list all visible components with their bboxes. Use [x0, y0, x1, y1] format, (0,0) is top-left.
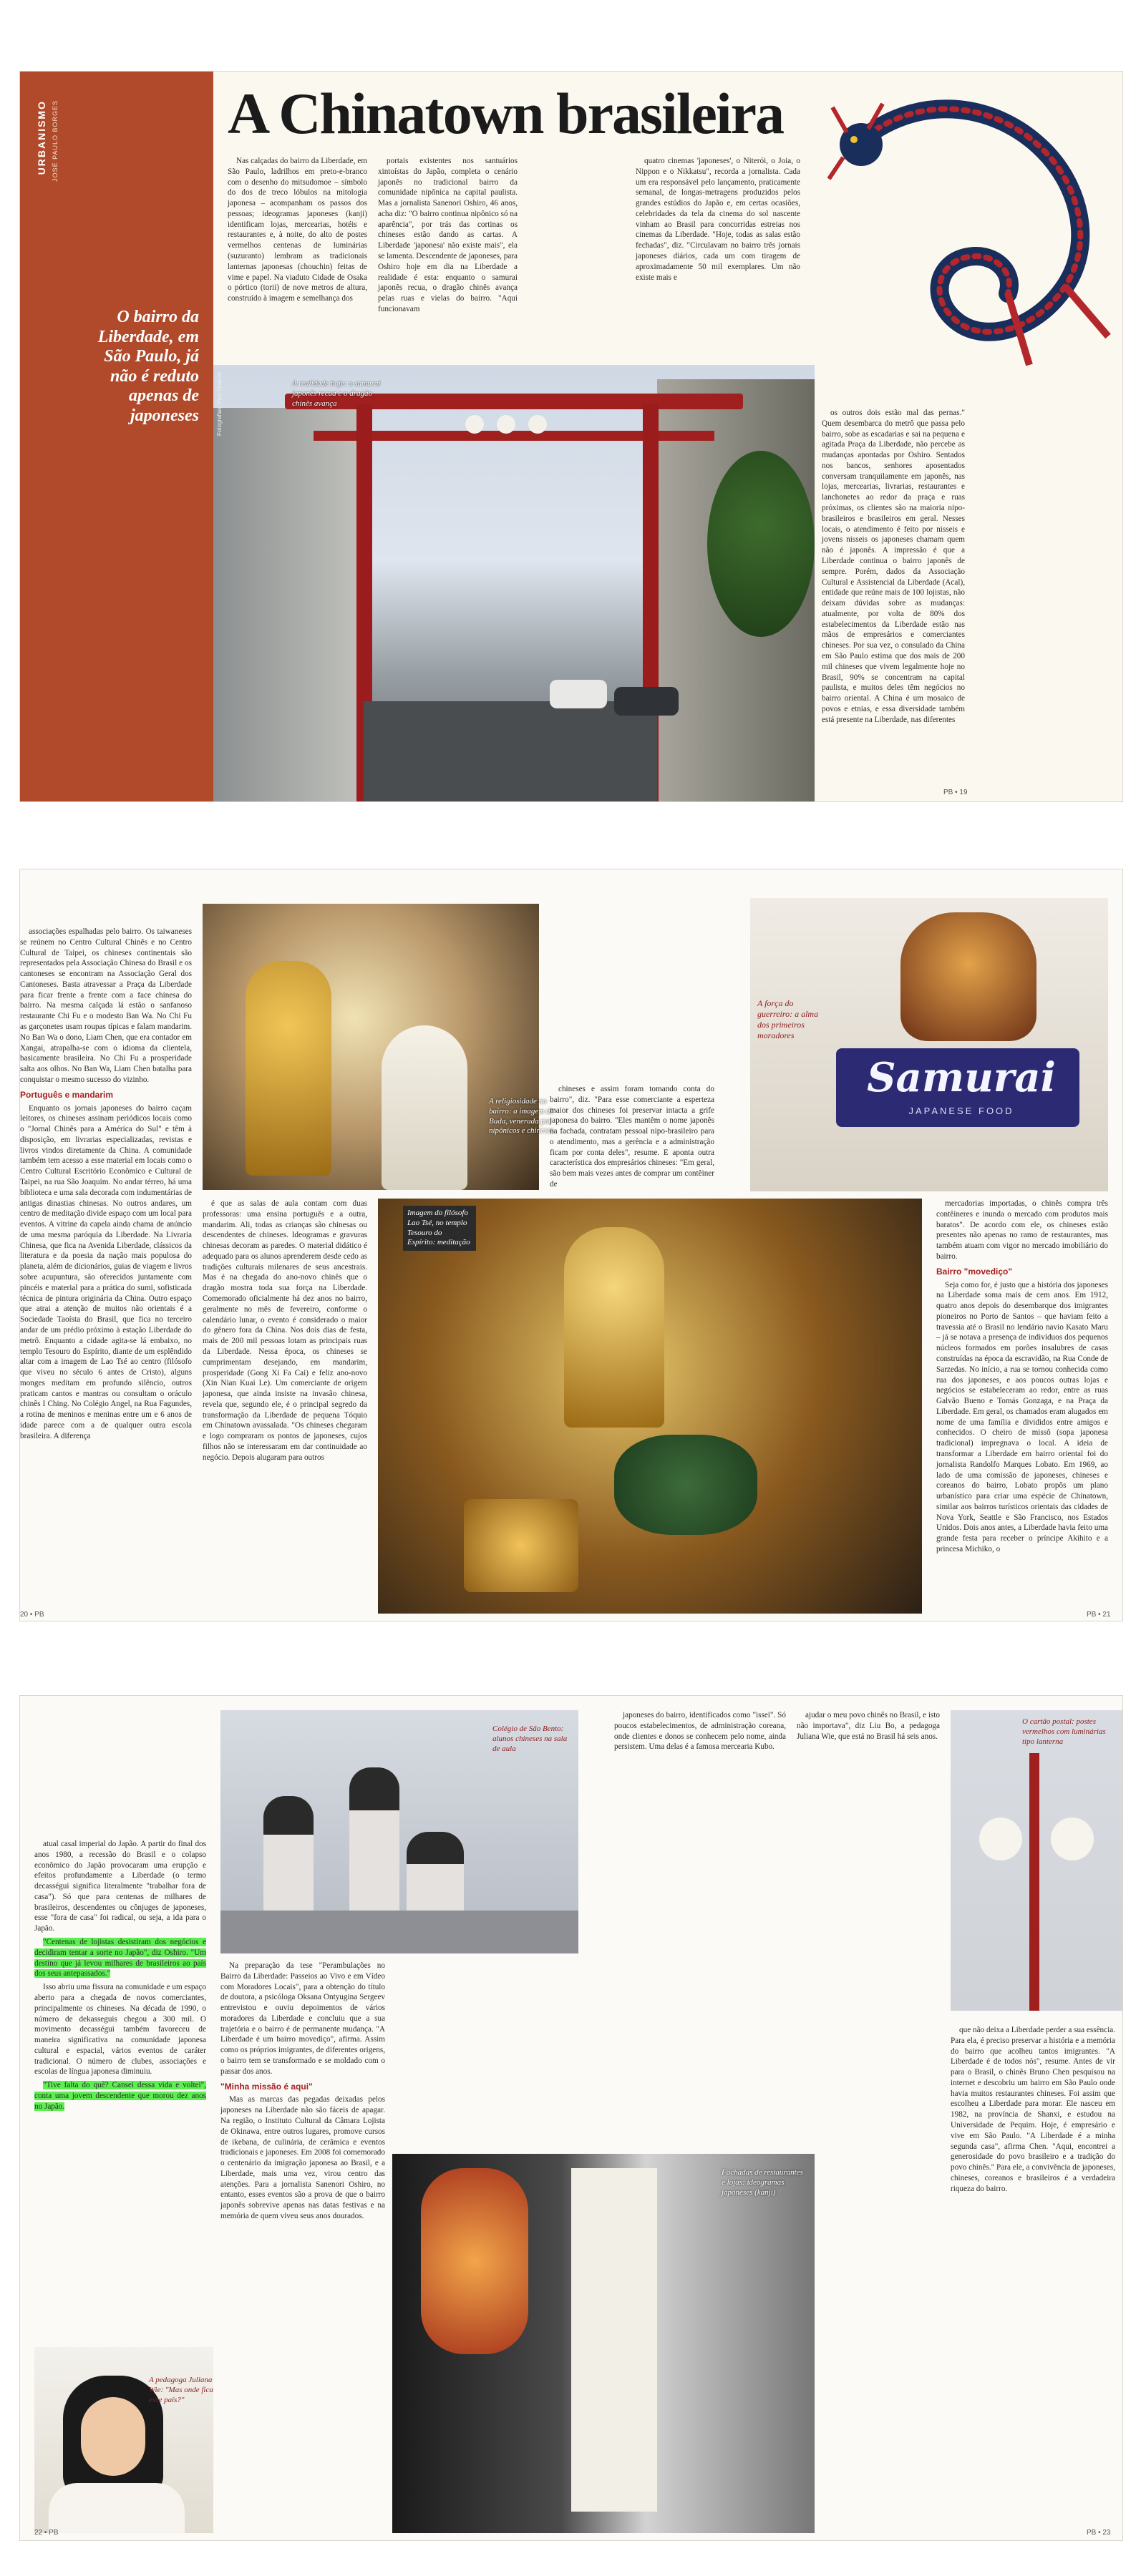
samurai-sign-sub: JAPANESE FOOD: [908, 1106, 1014, 1116]
caption-samurai: A força do guerreiro: a alma dos primeiros moradores: [757, 998, 819, 1040]
juliana-photo: [34, 2347, 213, 2533]
author-label: JOSÉ PAULO BORGES: [52, 100, 59, 182]
photo-caption: A realidade hoje: o samurai japonês recua e o dragão chinês avança: [292, 379, 381, 408]
incense-pot: [464, 1499, 578, 1592]
altar-statue: [564, 1227, 664, 1428]
car-white: [550, 680, 607, 708]
portrait-face: [81, 2397, 145, 2476]
caption-facade: Fachadas de restaurantes e lojas: ideogramas japoneses (kanji): [722, 2168, 803, 2197]
caption-juliana: A pedagoga Juliana Wie: "Mas onde fica esse país?": [149, 2376, 213, 2404]
body-col-2: portais existentes nos santuários xintoístas do Japão, completa o cenário japonês no tradicional bairro da comunidade nipônica na capital paulista. Mas a jornalista Sanenori Oshiro, 46 anos, acha diz: "O bairro continua nipônico só na aparência", por trás das cortinas os chineses estão dando as cartas. A Liberdade 'japonesa' não existe mais", ela se lamenta. Descendente de japoneses, para Oshiro hoje em dia na Liberdade a realidade é esta: enquanto o samurai japonês recua, o dragão chinês avança pelas ruas e vielas do bairro. "Aqui funcionavam: [378, 157, 518, 313]
dragon-illustration: [829, 79, 1115, 379]
body-col-1: associações espalhadas pelo bairro. Os taiwaneses se reúnem no Centro Cultural Chinês e no Centro Cultural de Taipei, os chineses continentais são representados pela Associação Chinesa do Brasil e os cantoneses se encontram na Associação Geral dos Cantoneses. Basta atravessar a Praça da Liberdade para ficar frente a frente com a face chinesa do bairro. Na mesma calçada lá estão o sanfanoso restaurante Chi Fu e o modesto Ban Wa. No Chi Fu as garçonetes usam roupas típicas e falam mandarim. No Ban Wa o dono, Liam Chen, que era contador em Xangai, atrapalha-se com o idioma da clientela, basicamente brasileira. No Chi Fu a prosperidade salta aos olhos. No Ban Wa, Liam Chen batalha para conquistar o mesmo sucesso do vizinho. Português e mandarim Enquanto os jornais japoneses do bairro caçam leitores, os chineses assinam periódicos locais como o "Jornal Chinês para a América do Sul" e têm à disposição, em livrarias especializadas, revistas e livros vindos diretamente da China. A comunidade também tem acesso a esse material em locais como o Centro Cultural Escritório Econômico e Cultural de Taipei, na rua São Joaquim. No andar térreo, há uma biblioteca e uma sala decorada com indumentárias de antigas dinastias chinesas. No outros andares, um centro de meditação divide espaço com um local para eventos. A vitrine da capela ainda chama de anúncio de uma mesma paróquia da Liberdade. Na Livraria Chinesa, que fica na Avenida Liberdade, clássicos da literatura e da poesia da nação mais populosa do planeta, além de dicionários, guias de viagem e livros sobre acupuntura, são oferecidos juntamente com pincéis e material para a prática do sumi, sofisticada técnica de pintura originária da China. Outro espaço que atrai a atenção de muitos não orientais é a Sociedade Taoísta do Brasil, que fica no terceiro andar de um prédio próximo à estação Liberdade do metrô. Enquanto a cidade agita-se lá embaixo, no templo Tesouro do Espírito, diante de um esplêndido altar com a imagem de Lao Tsé ao centro (filósofo que viveu no século 6 antes de Cristo), alguns monges meditam em profundo silêncio, outros praticam cantos e mantras ou consultam o oráculo chinês I Ching. No Colégio Angel, na Rua Fagundes, a rotina de meninos e meninas entre um e 6 anos de idade parece com a de qualquer outra escola brasileira. A diferença: [20, 927, 192, 1440]
body-col-4: ajudar o meu povo chinês no Brasil, e isto não importava", diz Liu Bo, a pedagoga Juliana Wie, que está no Brasil há seis anos.: [797, 1711, 940, 1741]
car-dark: [614, 687, 679, 716]
building-left: [213, 408, 364, 801]
portrait-shirt: [49, 2483, 185, 2533]
highlight-1: "Centenas de lojistas desistiram dos negócios e decidiram tentar a sorte no Japão", diz Oshiro. "Um destino que já levou milhares de brasileiros ao país dos seus antepassados.": [34, 1938, 206, 1979]
dragon-figure: [614, 1435, 757, 1535]
body-col-1: atual casal imperial do Japão. A partir do final dos anos 1980, a recessão do Brasil e o colapso econômico do Japão provocaram uma erupção e efeitos profundamente a Liberdade (o termo decasségui significa literalmente "trabalhar fora de casa"). Só que para centenas de milhares de brasileiros, descendentes ou cônjuges de japoneses, esse "fora de casa" foi radical, ou seja, a ida para o Japão. "Centenas de lojistas desistiram dos negócios e decidiram tentar a sorte no Japão", diz Oshiro. "Um destino que já levou milhares de brasileiros ao país dos seus antepassados." Isso abriu uma fissura na comunidade e um espaço aberto para a chegada de novos comerciantes, principalmente os chineses. Na década de 1990, o número de dekasseguis chegou a 300 mil. O movimento decasségui também favoreceu de maneira significativa na comunidade japonesa cultural e espacial, vários eventos de caráter tradicional. O número de clubes, associações e escolas de língua japonesa diminuiu. "Tive falta do quê? Cansei dessa vida e voltei", conta uma jovem descendente que morou dez anos no Japão.: [34, 1840, 206, 2111]
paper-lantern: [421, 2168, 528, 2354]
caption-lanterns: O cartão postal: postes vermelhos com luminárias tipo lanterna: [1022, 1717, 1106, 1746]
body-col-2: é que as salas de aula contam com duas professoras: uma ensina português e a outra, mandarim. Ali, todas as crianças são chinesas ou descendentes de chineses. Ideogramas e gravuras chinesas decoram as paredes. O material didático é adequado para os alunos aprenderem desde cedo as tradições culturais milenares de seus ancestrais. Mas é na chegada do ano-novo chinês que o dragão mostra toda sua força na Liberdade. Comemorado oficialmente há dez anos no bairro, geralmente no mês de fevereiro, conforme o calendário lunar, o evento é considerado o maior do gênero fora da China. Nos dois dias de festa, mais de 200 mil pessoas lotam as principais ruas da Liberdade. Nessa época, os chineses se cumprimentam desejando, em mandarim, prosperidade (Gong Xi Fa Cai) e feliz ano-novo (Xin Nian Kuai Le). Um comerciante de origem japonesa, que ainda insiste na invasão chinesa, revela que, segundo ele, é o principal segredo da transformação da Liberdade de pequena Tóquio em Chinatown avassalada. "Os chineses chegaram e logo compraram os pontos de japoneses, cujos filhos não se interessaram em dar continuidade ao negócio. Depois alugaram para outros: [203, 1199, 367, 1462]
body-col-4: os outros dois estão mal das pernas." Quem desembarca do metrô que passa pelo bairro, sobe as escadarias e sai na pequena e agitada Praça da Liberdade, não percebe as mudanças apontadas por Oshiro. Sentados nos bancos, senhores aposentados conversam tranquilamente em japonês, nas lojas, mercearias, livrarias, restaurantes e lanchonetes ao redor da praça e ruas próximas, os clientes são na maioria nipo-brasileiros e brasileiros em geral. Nesses locais, o atendimento é feito por nisseis e jovens nisseis os japoneses chamam quem não é japonês. A impressão é que a Liberdade continua o bairro japonês de sempre. Porém, dados da Associação Cultural e Assistencial da Liberdade (Acal), entidade que reúne mais de 100 lojistas, não deixam dúvidas sobre as mudanças: atualmente, por volta de 80% dos estabelecimentos da Liberdade estão nas mãos de empresários e comerciantes chineses. Por sua vez, o consulado da China em São Paulo estima que dos mais de 200 mil chineses que vivem legalmente hoje no Brasil, 90% se concentram na capital paulista, e muitos deles têm negócios no bairro oriental. A China é um mosaico de povos e etnias, e essa diversidade também está presente na Liberdade, nas diferentes: [822, 409, 965, 724]
street: [364, 701, 657, 801]
caption-buddha: A religiosidade no bairro: a imagem de Buda, venerada por nipônicos e chineses: [489, 1097, 554, 1136]
spread-3-page: [20, 1696, 1122, 2540]
subheading-portugues: Português e mandarim: [20, 1089, 114, 1100]
buddha-statue: [382, 1025, 467, 1190]
lantern-1: [465, 415, 484, 434]
torii-photo: [213, 365, 815, 801]
subheading-missao: "Minha missão é aqui": [220, 2081, 313, 2092]
body-col-3: japoneses do bairro, identificados como "issei". Só poucos estabelecimentos, de administração coreana, onde clientes e donos se conhecem pelo nome, ainda persistem. Uma delas é a famosa mercearia Kubo.: [614, 1711, 786, 1752]
body-col-4b: que não deixa a Liberdade perder a sua essência. Para ela, é preciso preservar a história e a memória do bairro que acolheu tantos imigrantes. "A Liberdade é de todos nós", resume. Antes de vir para o Brasil, o chinês Bruno Chen pesquisou na internet e descobriu um bairro em São Paulo onde havia muitos restaurantes chineses. Foi assim que escolheu a Liberdade para morar. Ele nasceu em 1982, na província de Shanxi, e estudou na Universidade de Pequim. Hoje, é empresário e vive em São Paulo. "A Liberdade é a minha segunda casa", afirma Chen. "Aqui, encontrei a generosidade do povo brasileiro e a tradição do povo chinês." Para ele, a convivência de japoneses, chineses, coreanos e brasileiros é a verdadeira riqueza do bairro.: [951, 2026, 1115, 2193]
samurai-photo: [750, 898, 1108, 1191]
highlight-2: "Tive falta do quê? Cansei dessa vida e voltei", conta uma jovem descendente que morou dez anos no Japão.: [34, 2081, 206, 2111]
lantern-3: [528, 415, 547, 434]
folio-right: PB • 23: [1087, 2529, 1111, 2537]
spread-1: [0, 72, 1141, 801]
photo-credit: Fotografias: Pipo Gialuisi: [216, 372, 223, 436]
spread-3: [0, 1696, 1141, 2540]
body-col-3-top: chineses e assim foram tomando conta do bairro", diz. "Para esse comerciante a esperteza maior dos chineses foi preservar intacta a grife japonesa do bairro. "Eles mantêm o nome japonês na fachada, contratam pessoal nipo-brasileiro para o atendimento, mas a gerência e a administração ficam por conta deles", resume. E aponta outra característica dos empresários chineses: "Em geral, são bem mais vezes antes de comprar um contêiner de: [550, 1085, 714, 1189]
tree-right: [707, 451, 815, 637]
folio-left: 20 • PB: [20, 1611, 44, 1619]
folio-right: PB • 19: [943, 789, 968, 796]
folio-right: PB • 21: [1087, 1611, 1111, 1619]
classroom-photo: [220, 1710, 578, 1953]
article-title: A Chinatown brasileira: [228, 81, 784, 146]
spread-2-page: [20, 869, 1122, 1621]
lantern-post-photo: [951, 1710, 1122, 2011]
child-1: [263, 1796, 314, 1925]
body-col-2: Na preparação da tese "Perambulações no Bairro da Liberdade: Passeios ao Vivo e em Vídeo com Moradores Locais", para a obtenção do título de doutora, a psicóloga Oksana Ontyugina Sergeev entrevistou e ouviu depoimentos de vários moradores da Liberdade e concluiu que a sua trajetória e o bairro é de permanente mudança. "A Liberdade é um bairro movediço", afirma. Assim como os próprios imigrantes, de diferentes origens, o bairro tem se transformado e se moldado com o passar dos anos. "Minha missão é aqui" Mas as marcas das pegadas deixadas pelos japoneses na Liberdade não são fáceis de apagar. Na região, o Instituto Cultural da Câmara Lojista de Okinawa, entre outros lugares, promove cursos de ikebana, de culinária, de cerâmica e eventos tradicionais e japoneses. Em 2008 foi comemorado o centenário da imigração japonesa ao Brasil, e a Liberdade, mais uma vez, virou centro das atenções. Para a jornalista Sanenori Oshiro, no entanto, esses eventos são a prova de que o bairro japonês sobrevive apenas nas datas festivas e na memória de quem viveu seus anos dourados.: [220, 1961, 385, 2221]
lantern-2: [497, 415, 515, 434]
body-col-4: mercadorias importadas, o chinês compra três contêineres e inunda o mercado com produtos mais baratos". De acordo com ele, os chineses estão presentes não apenas no ramo de restaurantes, mas também atuam com vigor no mercado imobiliário do bairro. Bairro "movediço" Seja como for, é justo que a história dos japoneses na Liberdade soma mais de cem anos. Em 1912, quatro anos depois do desembarque dos imigrantes pioneiros no Porto de Santos – que haviam feito a travessia até o Brasil no lendário navio Kasato Maru – já se notava a presença de indivíduos dos pequenos núcleos formados em porões insalubres de casas construídas na época da escravidão, na Rua Conde de Sarzedas. No início, a rua se tornou conhecida como rua dos japoneses, e aos poucos outras lojas e negócios se estabeleceram ao redor, entre as ruas Galvão Bueno e Tomás Gonzaga, e na Praça da Liberdade. Em geral, os chamados eram alugados em nome de uma família e divididos entre amigos e conhecidos. O cheiro de missô (sopa japonesa tradicional) impregnava o local. A ideia de transformar a Liberdade em bairro oriental foi do jornalista Randolfo Marques Lobato. Em 1969, ao lado de uma comissão de japoneses, chineses e coreanos do bairro, Lobato propôs um plano urbanístico para criar uma espécie de Chinatown, similar aos bairros turísticos orientais das cidades de Nova York, Seattle e São Francisco, nos Estados Unidos. Dois anos antes, a Liberdade havia feito uma grande festa para receber o príncipe Akihito e a princesa Michiko, o: [936, 1199, 1108, 1554]
section-sidebar: [20, 72, 213, 801]
caption-laotse: Imagem do filósofo Lao Tsé, no templo Tesouro do Espírito: meditação: [403, 1206, 476, 1251]
body-col-1: Nas calçadas do bairro da Liberdade, em São Paulo, ladrilhos em preto-e-branco com o desenho do mitsudomoe – símbolo do dos de treco lóbulos na mitologia japonesa – acompanham os passos dos pessoas; ideogramas japoneses (kanji) identificam lojas, mercearias, hotéis e restaurantes e, à noite, do alto de postes vermelhos centenas de luminárias (suzuranto) lembram as tradicionais lanternas japonesas (chouchin) feitas de vime e papel. Na viaduto Cidade de Osaka o pórtico (torii) de nove metros de altura, construído à imagem e semelhança dos: [228, 157, 367, 303]
buddha-photo: [203, 904, 554, 1190]
lantern-light-2: [1051, 1818, 1094, 1860]
section-label: URBANISMO: [36, 100, 47, 175]
red-post: [1029, 1753, 1039, 2011]
golden-buddha: [246, 961, 331, 1176]
kanji-sign: [571, 2168, 657, 2512]
caption-children: Colégio de São Bento: alunos chineses na sala de aula: [492, 1724, 568, 1753]
samurai-sign-text: Samurai: [867, 1054, 1056, 1101]
desk: [220, 1911, 578, 1953]
deck: O bairro da Liberdade, em São Paulo, já não é reduto apenas de japoneses: [97, 308, 199, 425]
child-2: [349, 1767, 399, 1911]
samurai-figure: [900, 912, 1036, 1041]
subheading-movedico: Bairro "movediço": [936, 1266, 1013, 1277]
spread-1-page: [20, 72, 1122, 801]
folio-left: 22 • PB: [34, 2529, 59, 2537]
lantern-sign-photo: [392, 2154, 815, 2533]
body-col-3: quatro cinemas 'japoneses', o Niterói, o Joia, o Nippon e o Nikkatsu", recorda a jornalista. Cada um era responsável pelo lançamento, praticamente semanal, de longas-metragens produzidos pelos grandes estúdios do Japão e, em certas ocasiões, celebridades da tela da cinema do sol nascente vinham ao Brasil para concorridas estreias nos cinemas da Liberdade. "Hoje, todas as salas estão fechadas", diz. "Circulavam no bairro três jornais japoneses diários, cada um com tiragem de aproximadamente 50 mil exemplares. Um não existe mais e: [636, 157, 800, 282]
spread-2: [0, 869, 1141, 1621]
lantern-light-1: [979, 1818, 1022, 1860]
laotse-photo: [378, 1199, 922, 1614]
